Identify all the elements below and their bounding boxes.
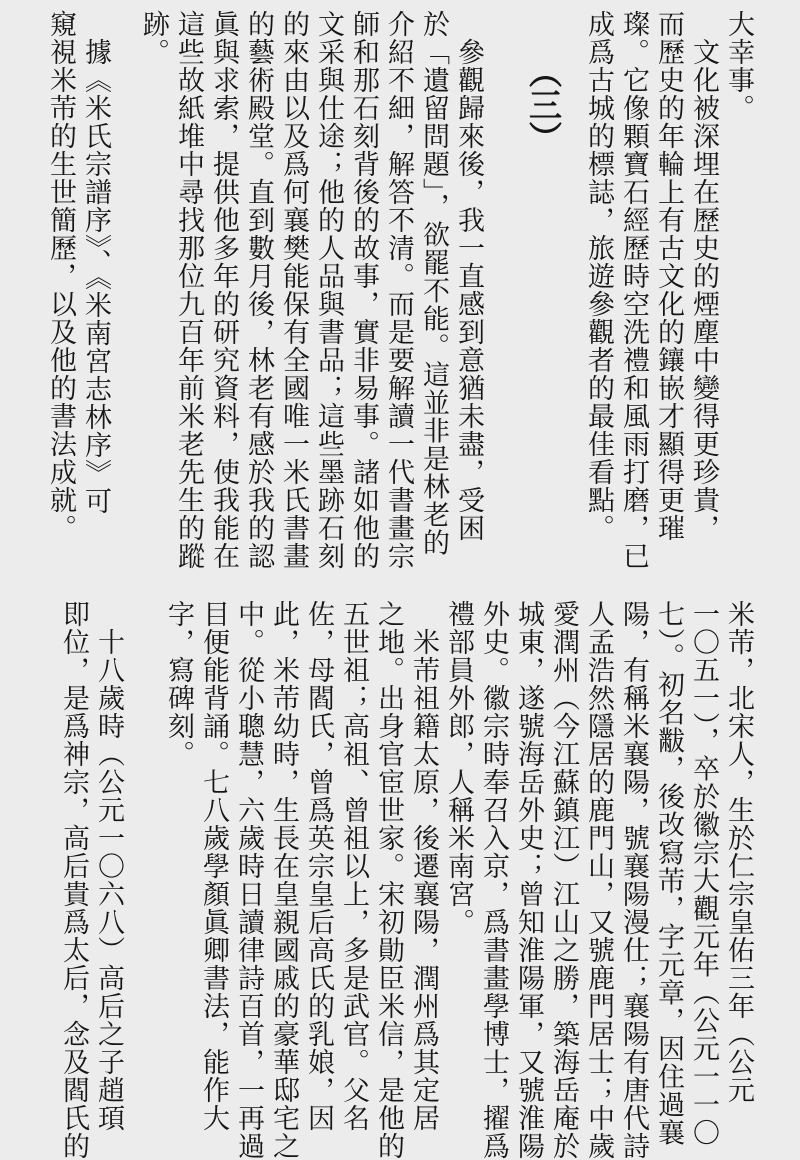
text-column: 陽，有稱米襄陽，號襄陽漫仕；襄陽有唐代詩 — [618, 600, 649, 1160]
text-column: 外史。徽宗時奉召入京，爲書畫學博士，擢爲 — [478, 600, 509, 1160]
text-column: 即位，是爲神宗，高后貴爲太后，念及閻氏的 — [58, 600, 89, 1160]
text-column: 師和那石刻背後的故事，實非易事。諸如他的 — [348, 10, 379, 570]
text-column: 文采與仕途；他的人品與書品；這些墨跡石刻 — [313, 10, 344, 570]
text-column: 目便能背誦。七八歲學顏眞卿書法，能作大 — [198, 600, 229, 1132]
text-column: 介紹不細，解答不清。而是要解讀一代書畫宗 — [383, 10, 414, 570]
text-column: 的藝術殿堂。直到數月後，林老有感於我的認 — [243, 10, 274, 570]
text-column: 此，米芾幼時，生長在皇親國戚的豪華邸宅之 — [268, 600, 299, 1160]
text-column: 愛潤州（今江蘇鎮江）江山之勝，築海岳庵於 — [548, 600, 579, 1160]
text-column: 這些故紙堆中尋找那位九百年前米老先生的蹤 — [173, 10, 204, 570]
text-column: 文化被深埋在歷史的煙塵中變得更珍貴， — [688, 10, 719, 542]
text-column: 米芾祖籍太原，後遷襄陽，潤州爲其定居 — [408, 600, 439, 1132]
text-column: 璨。它像顆寶石經歷時空洗禮和風雨打磨，已 — [618, 10, 649, 570]
section-heading: （三） — [524, 55, 563, 154]
text-column: 一〇五一），卒於徽宗大觀元年（公元一一〇 — [688, 600, 719, 1147]
text-column: 中。從小聰慧，六歲時日讀律詩百首，一再過 — [233, 600, 264, 1160]
text-column: 據《米氏宗譜序》、《米南宮志林序》可 — [80, 10, 111, 515]
text-column: 十八歲時（公元一〇六八）高后之子趙頊 — [93, 600, 124, 1132]
text-column: 眞與求索，提供他多年的研究資料，使我能在 — [208, 10, 239, 570]
text-column: 城東，遂號海岳外史；曾知淮陽軍，又號淮陽 — [513, 600, 544, 1160]
text-column: 大幸事。 — [723, 10, 754, 122]
text-column: 米芾，北宋人，生於仁宗皇佑三年（公元 — [723, 600, 754, 1104]
text-column: 成爲古城的標誌，旅遊參觀者的最佳看點。 — [583, 10, 614, 542]
text-column: 於「遺留問題」，欲罷不能。這並非是林老的 — [418, 10, 449, 557]
text-column: 跡。 — [138, 10, 169, 66]
text-column: 七）。初名黻，後改寫芾，字元章，因住過襄 — [653, 600, 684, 1147]
text-column: 之地。出身官宦世家。宋初勛臣米信，是他的 — [373, 600, 404, 1160]
text-column: 窺視米芾的生世簡歷，以及他的書法成就。 — [45, 10, 76, 542]
text-column: 人孟浩然隱居的鹿門山，又號鹿門居士；中歲 — [583, 600, 614, 1160]
text-column: 佐，母閻氏，曾爲英宗皇后高氏的乳娘，因 — [303, 600, 334, 1132]
text-column: 參觀歸來後，我一直感到意猶未盡，受困 — [453, 10, 484, 542]
text-column: 而歷史的年輪上有古文化的鑲嵌才顯得更璀 — [653, 10, 684, 542]
text-column: 字，寫碑刻。 — [163, 600, 194, 768]
text-column: 禮部員外郎，人稱米南宮。 — [443, 600, 474, 936]
text-column: 的來由以及爲何襄樊能保有全國唯一米氏書畫 — [278, 10, 309, 570]
text-column: 五世祖；高祖、曾祖以上，多是武官。父名 — [338, 600, 369, 1132]
